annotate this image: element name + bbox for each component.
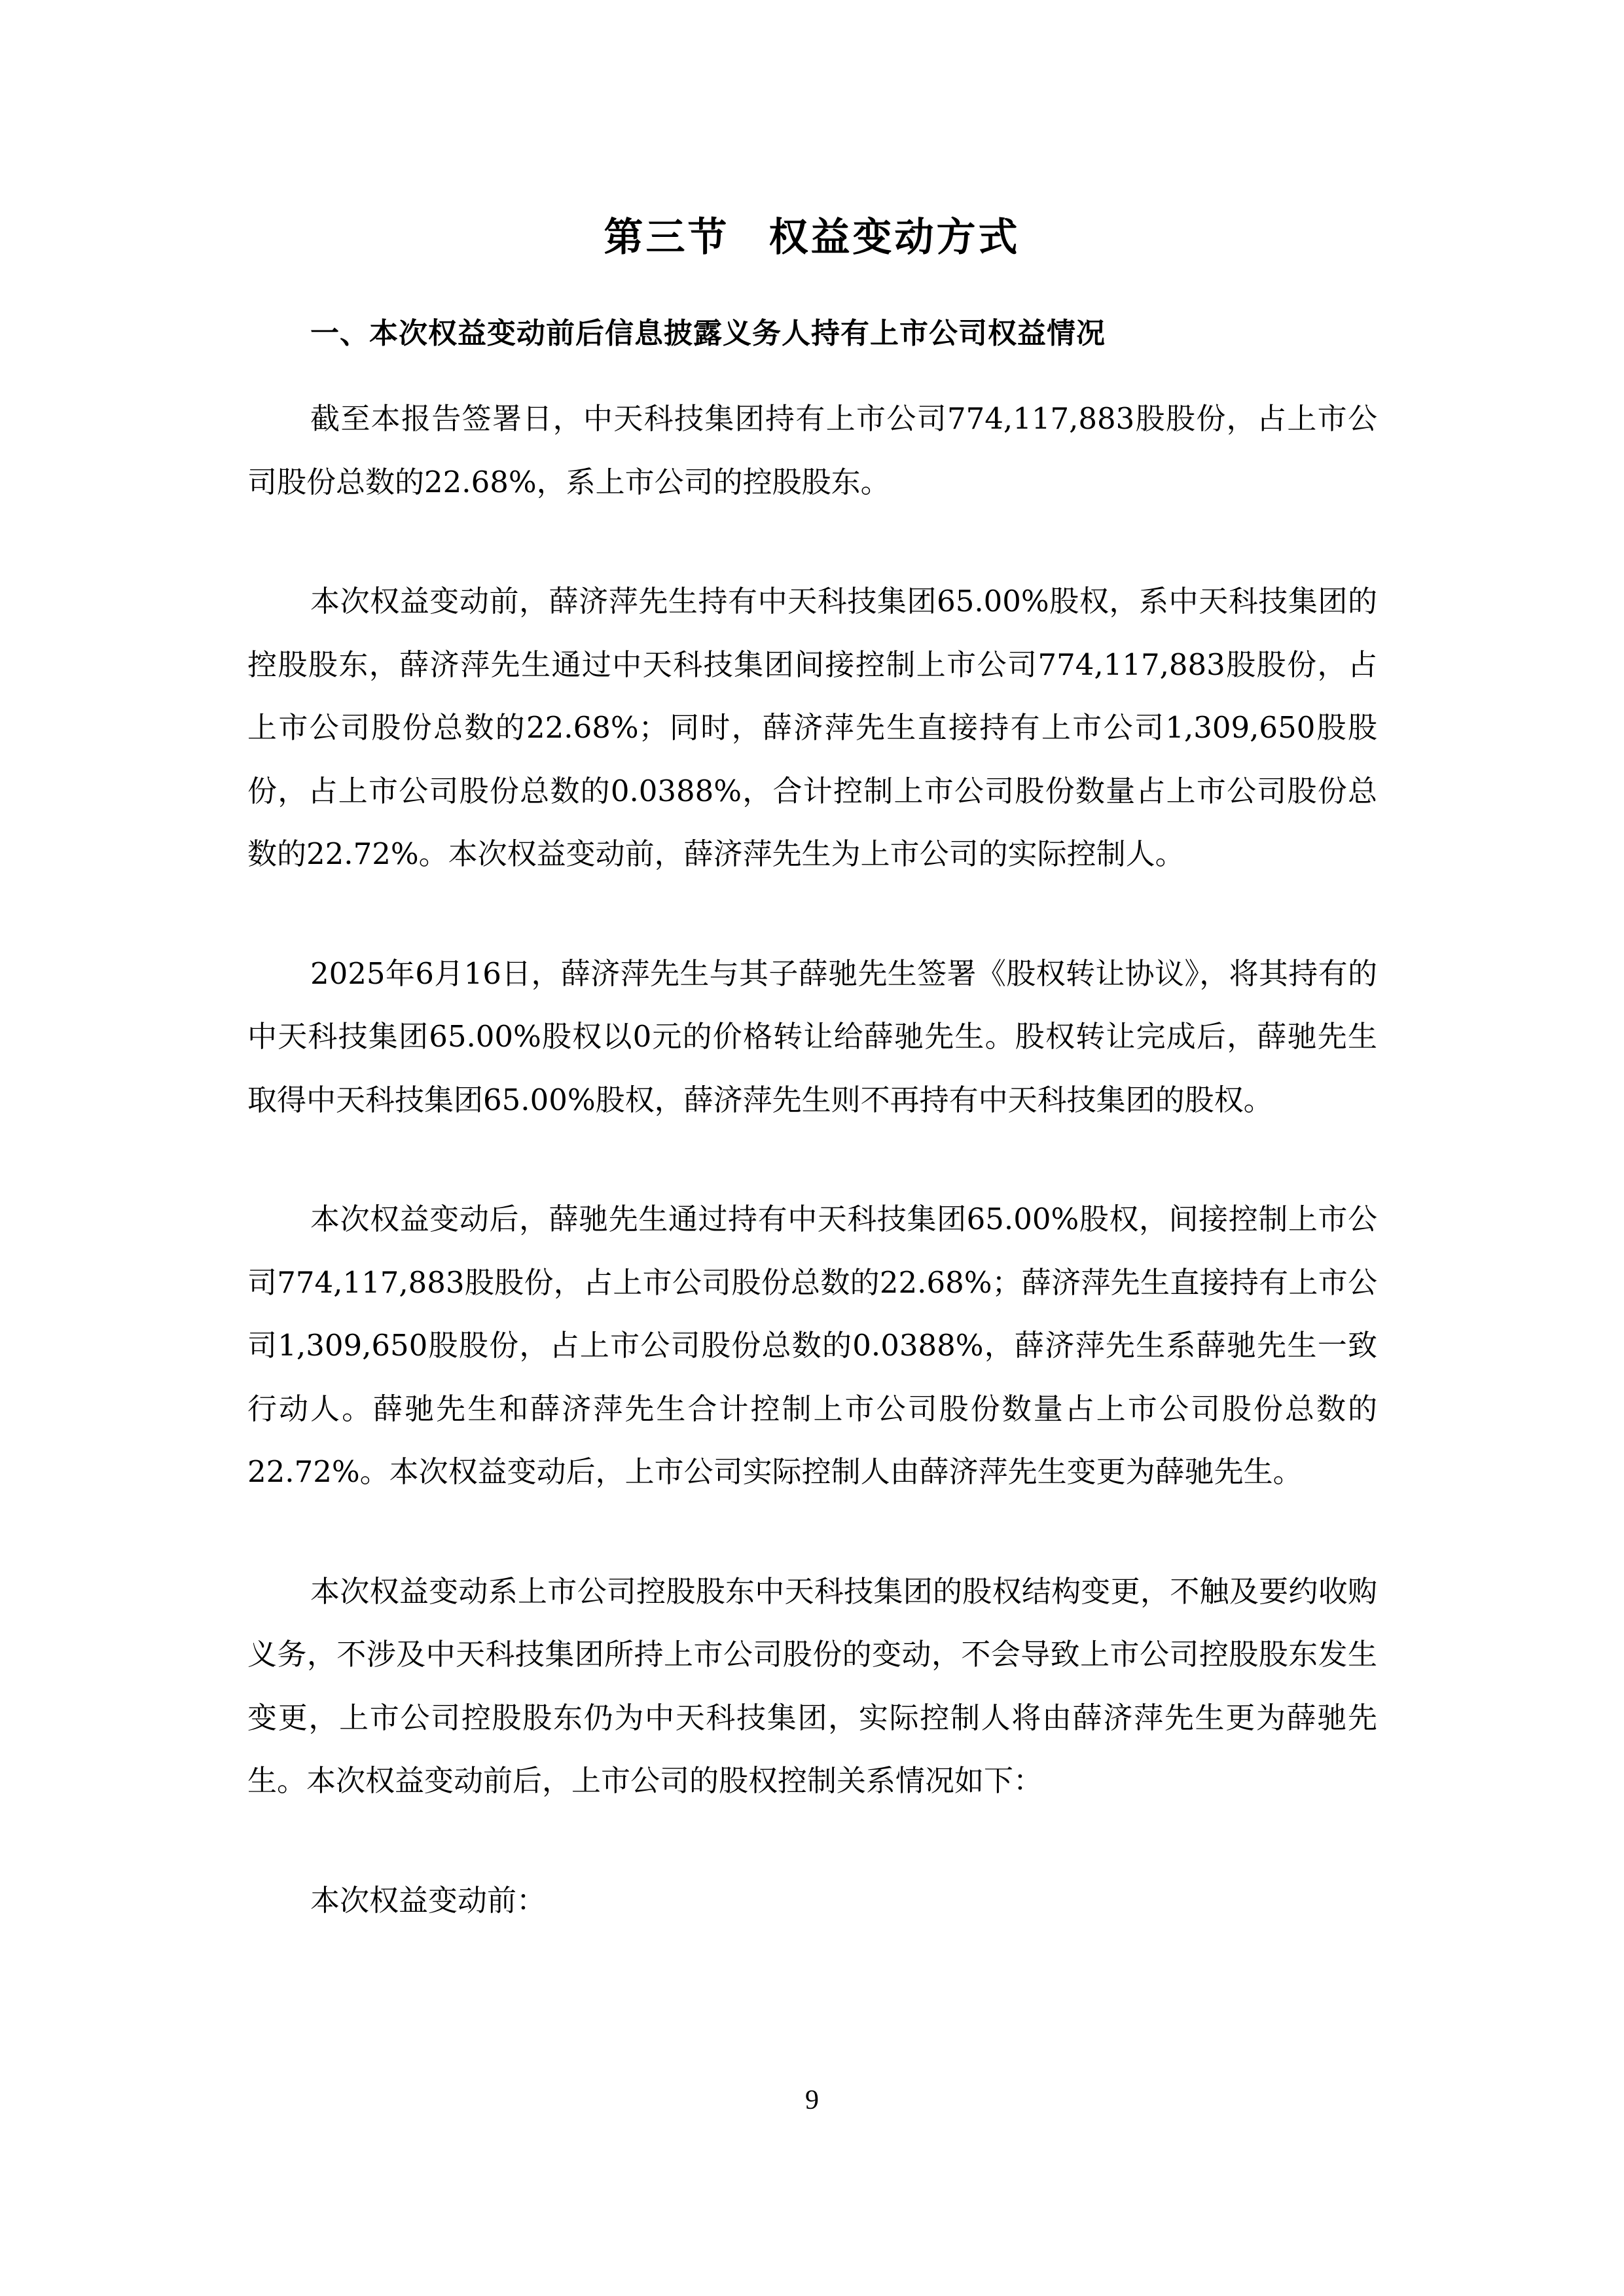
paragraph-change-nature: 本次权益变动系上市公司控股股东中天科技集团的股权结构变更，不触及要约收购义务，不涉及中天科技集团所持上市公司股份的变动，不会导致上市公司控股股东发生变更，上市公司控股股东仍为中天科技集团，实际控制人将由薛济萍先生更为薛驰先生。本次权益变动前后，上市公司的股权控制关系情况如下： bbox=[247, 1573, 1377, 1798]
paragraph-current-holding: 截至本报告签署日，中天科技集团持有上市公司774,117,883股股份，占上市公司股份总数的22.68%，系上市公司的控股股东。 bbox=[247, 401, 1377, 499]
paragraph-after-change: 本次权益变动后，薛驰先生通过持有中天科技集团65.00%股权，间接控制上市公司774,117,883股股份，占上市公司股份总数的22.68%；薛济萍先生直接持有上市公司1,309,650股股份，占上市公司股份总数的0.0388%，薛济萍先生系薛驰先生一致行动人。薛驰先生和薛济萍先生合计控制上市公司股份数量占上市公司股份总数的22.72%。本次权益变动后，上市公司实际控制人由薛济萍先生变更为薛驰先生。 bbox=[247, 1202, 1377, 1489]
section-number: 第三节 bbox=[604, 215, 730, 260]
paragraph-transfer-agreement: 2025年6月16日，薛济萍先生与其子薛驰先生签署《股权转让协议》，将其持有的中天科技集团65.00%股权以0元的价格转让给薛驰先生。股权转让完成后，薛驰先生取得中天科技集团65.00%股权，薛济萍先生则不再持有中天科技集团的股权。 bbox=[247, 956, 1377, 1117]
body-text bbox=[247, 387, 1377, 1988]
paragraph-before-change: 本次权益变动前，薛济萍先生持有中天科技集团65.00%股权，系中天科技集团的控股股东，薛济萍先生通过中天科技集团间接控制上市公司774,117,883股股份，占上市公司股份总数的22.68%；同时，薛济萍先生直接持有上市公司1,309,650股股份，占上市公司股份总数的0.0388%，合计控制上市公司股份数量占上市公司股份总数的22.72%。本次权益变动前，薛济萍先生为上市公司的实际控制人。 bbox=[247, 584, 1377, 871]
subsection-heading: 一、本次权益变动前后信息披露义务人持有上市公司权益情况 bbox=[310, 317, 1106, 350]
section-title bbox=[0, 208, 1624, 267]
section-name: 权益变动方式 bbox=[768, 215, 1020, 260]
page-number: 9 bbox=[805, 2085, 819, 2115]
paragraph-before-label: 本次权益变动前： bbox=[310, 1882, 547, 1918]
